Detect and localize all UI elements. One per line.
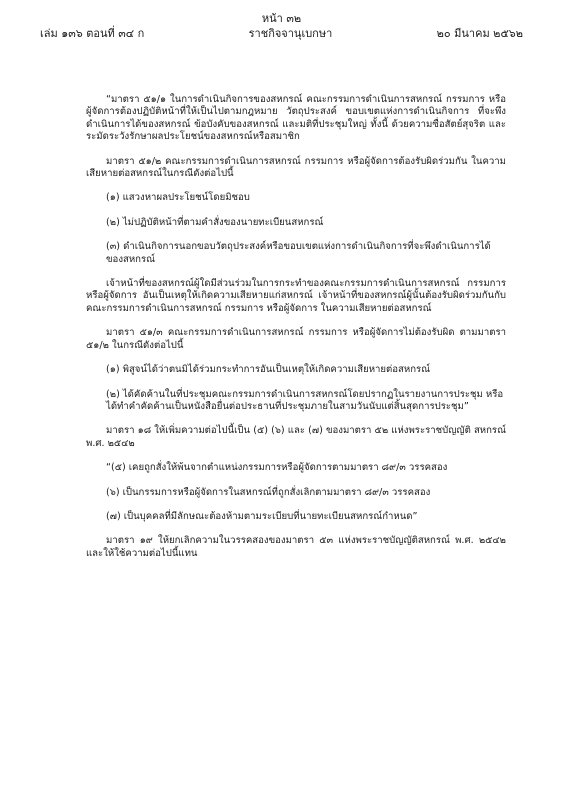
list-item: (๑) พิสูจน์ได้ว่าตนมิได้ร่วมกระทำการอันเป็นเหตุให้เกิดความเสียหายต่อสหกรณ์ bbox=[106, 364, 431, 376]
page-number: หน้า ๓๒ bbox=[261, 12, 302, 25]
document-body bbox=[86, 94, 506, 572]
paragraph: “มาตรา ๕๑/๑ ในการดำเนินกิจการของสหกรณ์ คณะกรรมการดำเนินการสหกรณ์ กรรมการ หรือผู้จัดการต้องปฏิบัติหน้าที่ให้เป็นไปตามกฎหมาย วัตถุประสงค์ ขอบเขตแห่งการดำเนินกิจการ ที่จะพึงดำเนินการได้ของสหกรณ์ ข้อบังคับของสหกรณ์ และมติที่ประชุมใหญ่ ทั้งนี้ ด้วยความซื่อสัตย์สุจริต และระมัดระวังรักษาผลประโยชน์ของสหกรณ์หรือสมาชิก bbox=[86, 94, 506, 143]
paragraph: เจ้าหน้าที่ของสหกรณ์ผู้ใดมีส่วนร่วมในการกระทำของคณะกรรมการดำเนินการสหกรณ์ กรรมการ หรือผู้จัดการ อันเป็นเหตุให้เกิดความเสียหายแก่สหกรณ์ เจ้าหน้าที่ของสหกรณ์ผู้นั้นต้องรับผิดร่วมกันกับ คณะกรรมการดำเนินการสหกรณ์ กรรมการ หรือผู้จัดการ ในความเสียหายต่อสหกรณ์ bbox=[86, 278, 506, 314]
publication-date: ๒๐ มีนาคม ๒๕๖๒ bbox=[436, 27, 523, 40]
paragraph: มาตรา ๑๘ ให้เพิ่มความต่อไปนี้เป็น (๕) (๖) และ (๗) ของมาตรา ๕๒ แห่งพระราชบัญญัติ สหกรณ์ พ.ศ. ๒๕๔๒ bbox=[86, 425, 506, 449]
list-item: (๖) เป็นกรรมการหรือผู้จัดการในสหกรณ์ที่ถูกสั่งเลิกตามมาตรา ๘๙/๓ วรรคสอง bbox=[106, 486, 431, 498]
paragraph: มาตรา ๑๙ ให้ยกเลิกความในวรรคสองของมาตรา ๕๓ แห่งพระราชบัญญัติสหกรณ์ พ.ศ. ๒๕๔๒ และให้ใช้ความต่อไปนี้แทน bbox=[86, 535, 506, 559]
list-item: (๗) เป็นบุคคลที่มีลักษณะต้องห้ามตามระเบียบที่นายทะเบียนสหกรณ์กำหนด” bbox=[106, 510, 418, 522]
page-header bbox=[0, 12, 563, 42]
gazette-name: ราชกิจจานุเบกษา bbox=[248, 27, 333, 40]
list-item: “(๕) เคยถูกสั่งให้พ้นจากตำแหน่งกรรมการหรือผู้จัดการตามมาตรา ๘๙/๓ วรรคสอง bbox=[106, 462, 448, 474]
list-item: (๓) ดำเนินกิจการนอกขอบวัตถุประสงค์หรือขอบเขตแห่งการดำเนินกิจการที่จะพึงดำเนินการได้ ของสหกรณ์ bbox=[106, 241, 491, 265]
volume-issue: เล่ม ๑๓๖ ตอนที่ ๓๔ ก bbox=[40, 27, 145, 40]
paragraph: มาตรา ๕๑/๓ คณะกรรมการดำเนินการสหกรณ์ กรรมการ หรือผู้จัดการไม่ต้องรับผิด ตามมาตรา ๕๑/๒ ในกรณีดังต่อไปนี้ bbox=[86, 327, 506, 351]
list-item: (๒) ได้คัดค้านในที่ประชุมคณะกรรมการดำเนินการสหกรณ์โดยปรากฏในรายงานการประชุม หรือได้ทำคำคัดค้านเป็นหนังสือยื่นต่อประธานที่ประชุมภายในสามวันนับแต่สิ้นสุดการประชุม” bbox=[106, 388, 504, 412]
list-item: (๑) แสวงหาผลประโยชน์โดยมิชอบ bbox=[106, 192, 250, 204]
paragraph: มาตรา ๕๑/๒ คณะกรรมการดำเนินการสหกรณ์ กรรมการ หรือผู้จัดการต้องรับผิดร่วมกัน ในความเสียหายต่อสหกรณ์ในกรณีดังต่อไปนี้ bbox=[86, 155, 506, 180]
list-item: (๒) ไม่ปฏิบัติหน้าที่ตามคำสั่งของนายทะเบียนสหกรณ์ bbox=[106, 216, 324, 228]
